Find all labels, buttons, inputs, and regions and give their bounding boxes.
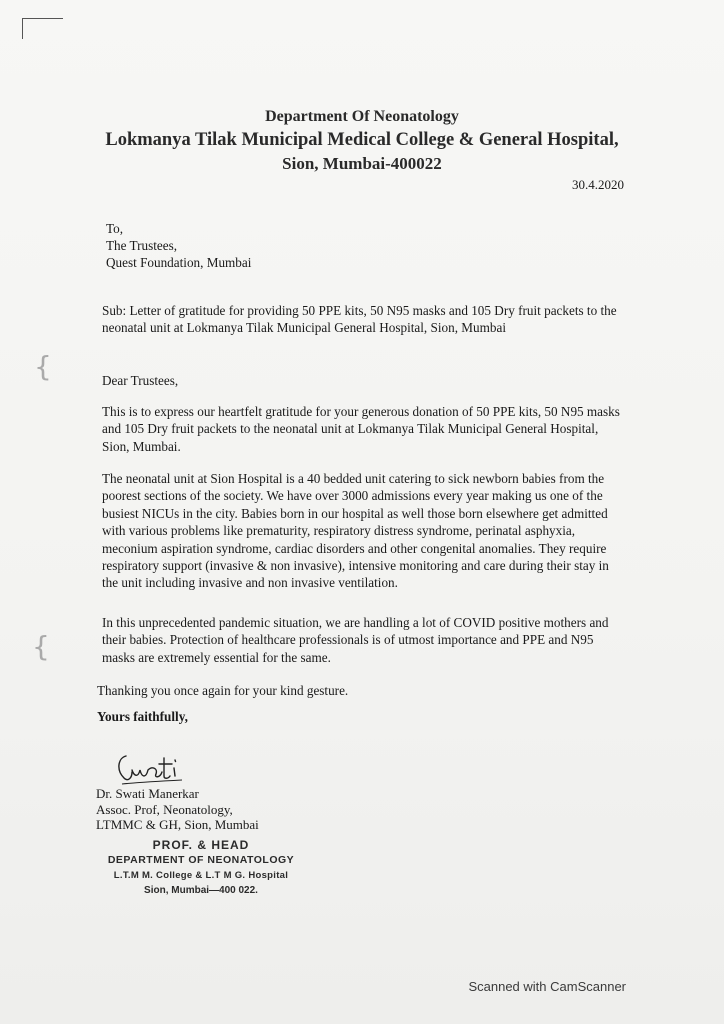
stamp-line: DEPARTMENT OF NEONATOLOGY bbox=[107, 854, 295, 866]
signer-block bbox=[96, 786, 259, 833]
recipient-line: Quest Foundation, Mumbai bbox=[106, 255, 252, 270]
recipient-line: To, bbox=[106, 221, 124, 236]
body-paragraph: The neonatal unit at Sion Hospital is a 40 bedded unit catering to sick newborn babies from the poorest sections of the society. We have over 3000 admissions every year making us one of the busiest NICUs in the city. Babies born in our hospital as well those born elsewhere get admitted with various problems like prematurity, respiratory distress syndrome, perinatal asphyxia, meconium aspiration syndrome, cardiac disorders and other congenital anomalies. They require respiratory support (invasive & non invasive), intensive monitoring and care during their stay in the unit including invasive and non invasive ventilation. bbox=[102, 471, 609, 591]
salutation: Dear Trustees, bbox=[102, 373, 179, 388]
recipient-block bbox=[106, 220, 251, 271]
stamp-line: PROF. & HEAD bbox=[152, 838, 250, 852]
recipient-line: The Trustees, bbox=[106, 238, 178, 253]
thanks-line: Thanking you once again for your kind gesture. bbox=[97, 683, 349, 698]
binder-hole-mark: { bbox=[32, 630, 50, 663]
closing-line: Yours faithfully, bbox=[97, 709, 188, 724]
handwritten-signature bbox=[112, 748, 202, 788]
stamp-line: Sion, Mumbai—400 022. bbox=[144, 885, 258, 896]
letterhead-address: Sion, Mumbai-400022 bbox=[282, 154, 442, 173]
letterhead-department: Department Of Neonatology bbox=[265, 108, 459, 125]
letterhead-institution: Lokmanya Tilak Municipal Medical College & General Hospital, bbox=[105, 130, 619, 150]
binder-hole-mark: { bbox=[34, 350, 52, 383]
official-stamp bbox=[86, 838, 316, 898]
signer-title: Assoc. Prof, Neonatology, bbox=[96, 801, 233, 817]
signer-org: LTMMC & GH, Sion, Mumbai bbox=[96, 817, 259, 832]
corner-crop-mark bbox=[22, 18, 63, 39]
stamp-line: L.T.M M. College & L.T M G. Hospital bbox=[113, 870, 289, 881]
subject-line: Sub: Letter of gratitude for providing 50 PPE kits, 50 N95 masks and 105 Dry fruit packets to the neonatal unit at Lokmanya Tilak Municipal General Hospital, Sion, Mumbai bbox=[102, 303, 617, 335]
signer-name: Dr. Swati Manerkar bbox=[96, 786, 199, 801]
body-paragraph: In this unprecedented pandemic situation, we are handling a lot of COVID positive mothers and their babies. Protection of healthcare professionals is of utmost importance and PPE and N95 masks are extremely essential for the same. bbox=[102, 615, 609, 665]
scanner-watermark: Scanned with CamScanner bbox=[468, 979, 626, 994]
body-paragraph: This is to express our heartfelt gratitude for your generous donation of 50 PPE kits, 50 N95 masks and 105 Dry fruit packets to the neonatal unit at Lokmanya Tilak Municipal General Hospital, Sion, Mumbai. bbox=[102, 404, 620, 454]
letter-date: 30.4.2020 bbox=[572, 177, 624, 192]
